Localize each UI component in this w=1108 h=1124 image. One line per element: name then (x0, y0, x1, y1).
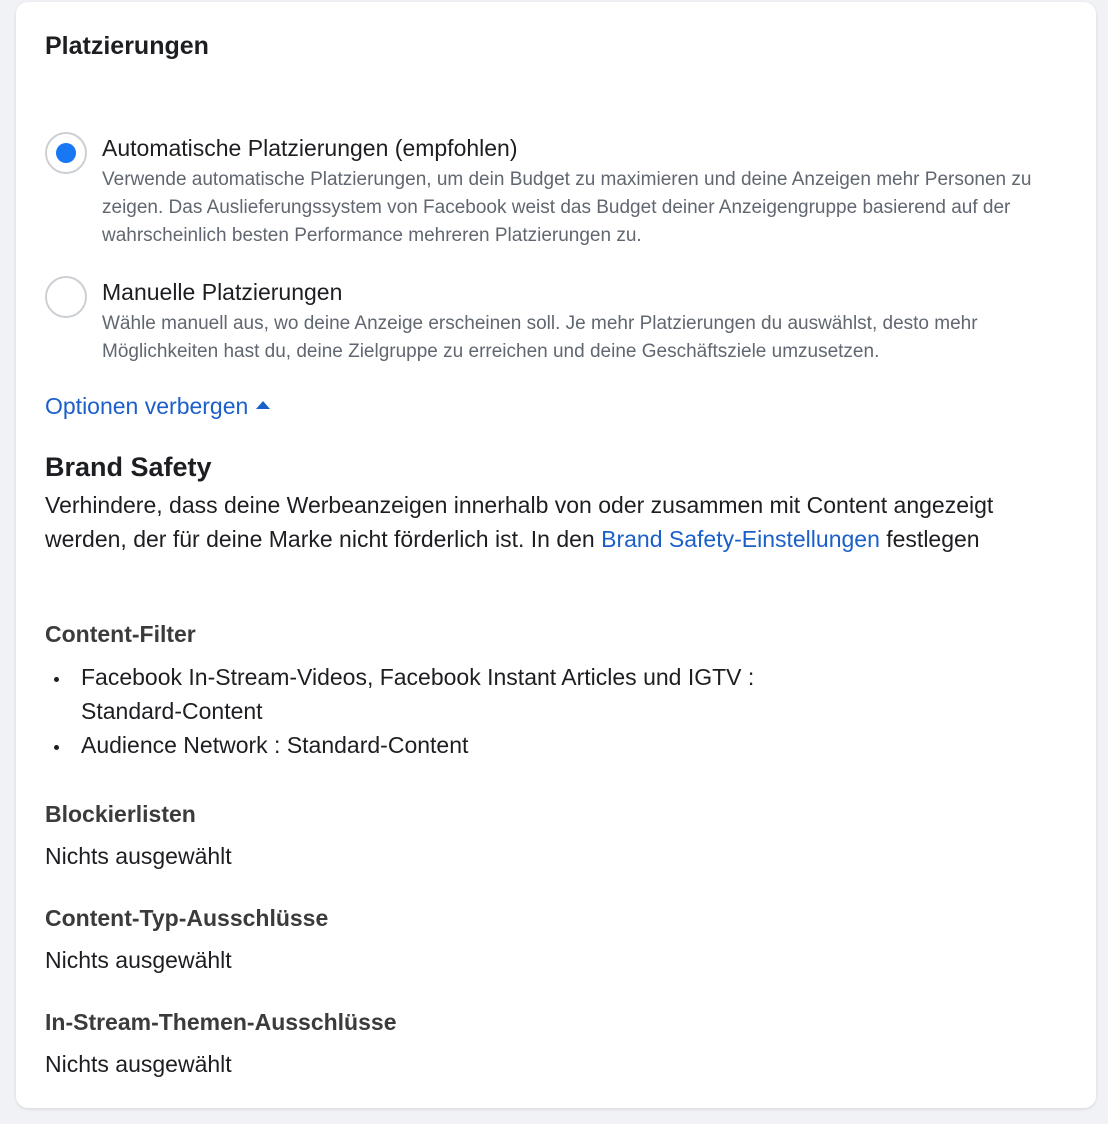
content-filter-item (45, 728, 1045, 762)
block-lists-value: Nichts ausgewählt (45, 843, 232, 869)
content-type-exclusions-value: Nichts ausgewählt (45, 947, 232, 973)
brand-safety-description (45, 488, 1075, 556)
instream-topic-exclusions-value: Nichts ausgewählt (45, 1051, 232, 1077)
content-filter-heading: Content-Filter (45, 621, 196, 647)
radio-automatic-text (102, 132, 1062, 250)
radio-manual-placements[interactable] (45, 276, 1062, 366)
radio-button-selected-icon[interactable] (45, 132, 87, 174)
content-filter-item-line: Facebook In-Stream-Videos, Facebook Instant Articles und IGTV : (81, 664, 755, 690)
instream-topic-exclusions-heading: In-Stream-Themen-Ausschlüsse (45, 1009, 397, 1035)
section-title: Platzierungen (45, 32, 209, 60)
brand-safety-text-before: Verhindere, dass deine Werbeanzeigen innerhalb von oder zusammen mit Content angezeigt werden, der für deine Marke nicht förderlich ist. In den (45, 492, 994, 552)
brand-safety-heading: Brand Safety (45, 452, 212, 482)
radio-button-unselected-icon[interactable] (45, 276, 87, 318)
radio-automatic-description: Verwende automatische Platzierungen, um dein Budget zu maximieren und deine Anzeigen mehr Personen zu zeigen. Das Auslieferungssystem von Facebook weist das Budget deiner Anzeigengruppe basierend auf der wahrscheinlich besten Performance mehreren Platzierungen zu. (102, 169, 1032, 246)
content-type-exclusions-heading: Content-Typ-Ausschlüsse (45, 905, 329, 931)
radio-dot-icon (56, 143, 76, 163)
radio-automatic-label: Automatische Platzierungen (empfohlen) (102, 135, 518, 161)
content-filter-item-line: Audience Network : Standard-Content (81, 732, 469, 758)
content-filter-item-line: Standard-Content (81, 698, 263, 724)
radio-manual-description: Wähle manuell aus, wo deine Anzeige erscheinen soll. Je mehr Platzierungen du auswählst, desto mehr Möglichkeiten hast du, deine Zielgruppe zu erreichen und deine Geschäftsziele umzusetzen. (102, 313, 978, 362)
content-filter-item (45, 660, 1045, 728)
block-lists-heading: Blockierlisten (45, 801, 196, 827)
hide-options-label: Optionen verbergen (45, 393, 249, 419)
caret-up-icon (256, 401, 270, 409)
brand-safety-settings-link[interactable]: Brand Safety-Einstellungen (601, 526, 880, 552)
radio-automatic-placements[interactable] (45, 132, 1062, 250)
placements-card (16, 2, 1096, 1108)
hide-options-link[interactable] (45, 391, 270, 421)
radio-manual-text (102, 276, 1062, 366)
radio-manual-label: Manuelle Platzierungen (102, 279, 343, 305)
content-filter-list (45, 660, 1045, 762)
bullet-icon (54, 677, 59, 682)
bullet-icon (54, 745, 59, 750)
brand-safety-text-after: festlegen (879, 526, 980, 552)
